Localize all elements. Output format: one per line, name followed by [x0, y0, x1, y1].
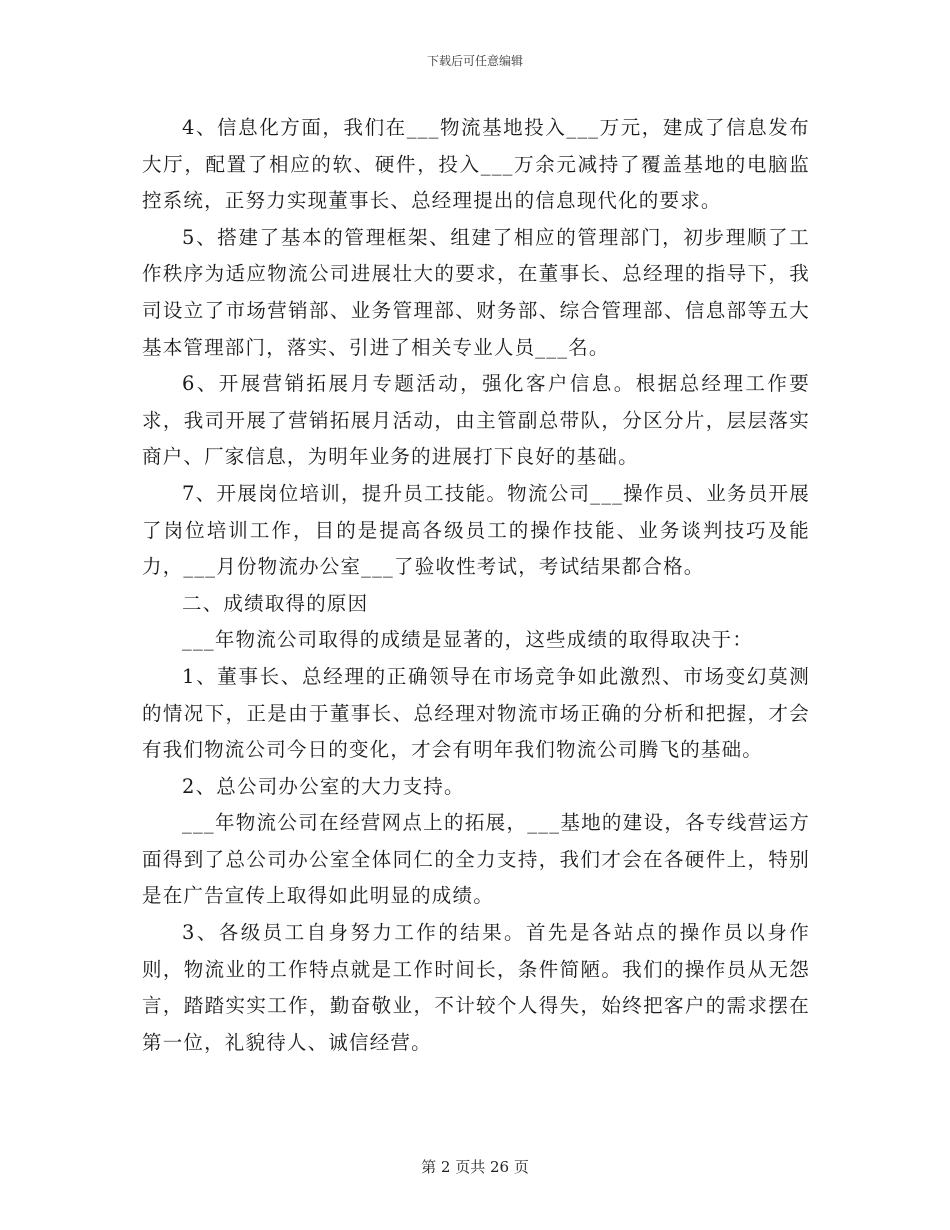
paragraph-reasons-intro: ___年物流公司取得的成绩是显著的，这些成绩的取得取决于：	[182, 628, 754, 652]
paragraph-staff-effort: 3、各级员工自身努力工作的结果。首先是各站点的操作员以身作则，物流业的工作特点就是工作时间长，条件简陋。我们的操作员从无怨言，踏踏实实工作，勤奋敬业，不计较个人得失，始终把客户的需求摆在第一位，礼貌待人、诚信经营。	[142, 921, 810, 1054]
page-number: 第 2 页共 26 页	[421, 1158, 529, 1176]
paragraph-marketing-campaign: 6、开展营销拓展月专题活动，强化客户信息。根据总经理工作要求，我司开展了营销拓展月活动，由主管副总带队，分区分片，层层落实商户、厂家信息，为明年业务的进展打下良好的基础。	[142, 372, 810, 469]
paragraph-office-support: ___年物流公司在经营网点上的拓展，___基地的建设，各专线营运方面得到了总公司办公室全体同仁的全力支持，我们才会在各硬件上，特别是在广告宣传上取得如此明显的成绩。	[142, 811, 810, 908]
document-body	[142, 110, 810, 1061]
paragraph-office-support-heading: 2、总公司办公室的大力支持。	[182, 774, 465, 798]
paragraph-management-framework: 5、搭建了基本的管理框架、组建了相应的管理部门，初步理顺了工作秩序为适应物流公司进展壮大的要求，在董事长、总经理的指导下，我司设立了市场营销部、业务管理部、财务部、综合管理部、信息部等五大基本管理部门，落实、引进了相关专业人员___名。	[142, 225, 810, 359]
paragraph-job-training: 7、开展岗位培训，提升员工技能。物流公司___操作员、业务员开展了岗位培训工作，目的是提高各级员工的操作技能、业务谈判技巧及能力，___月份物流办公室___了验收性考试，考试结果都合格。	[142, 481, 810, 579]
paragraph-informatization: 4、信息化方面，我们在___物流基地投入___万元，建成了信息发布大厅，配置了相应的软、硬件，投入___万余元减持了覆盖基地的电脑监控系统，正努力实现董事长、总经理提出的信息现代化的要求。	[142, 116, 810, 213]
paragraph-leadership: 1、董事长、总经理的正确领导在市场竞争如此激烈、市场变幻莫测的情况下，正是由于董事长、总经理对物流市场正确的分析和把握，才会有我们物流公司今日的变化，才会有明年我们物流公司腾飞的基础。	[142, 664, 810, 762]
page-header: 下载后可任意编辑	[426, 54, 523, 68]
section-heading-reasons: 二、成绩取得的原因	[182, 591, 369, 615]
